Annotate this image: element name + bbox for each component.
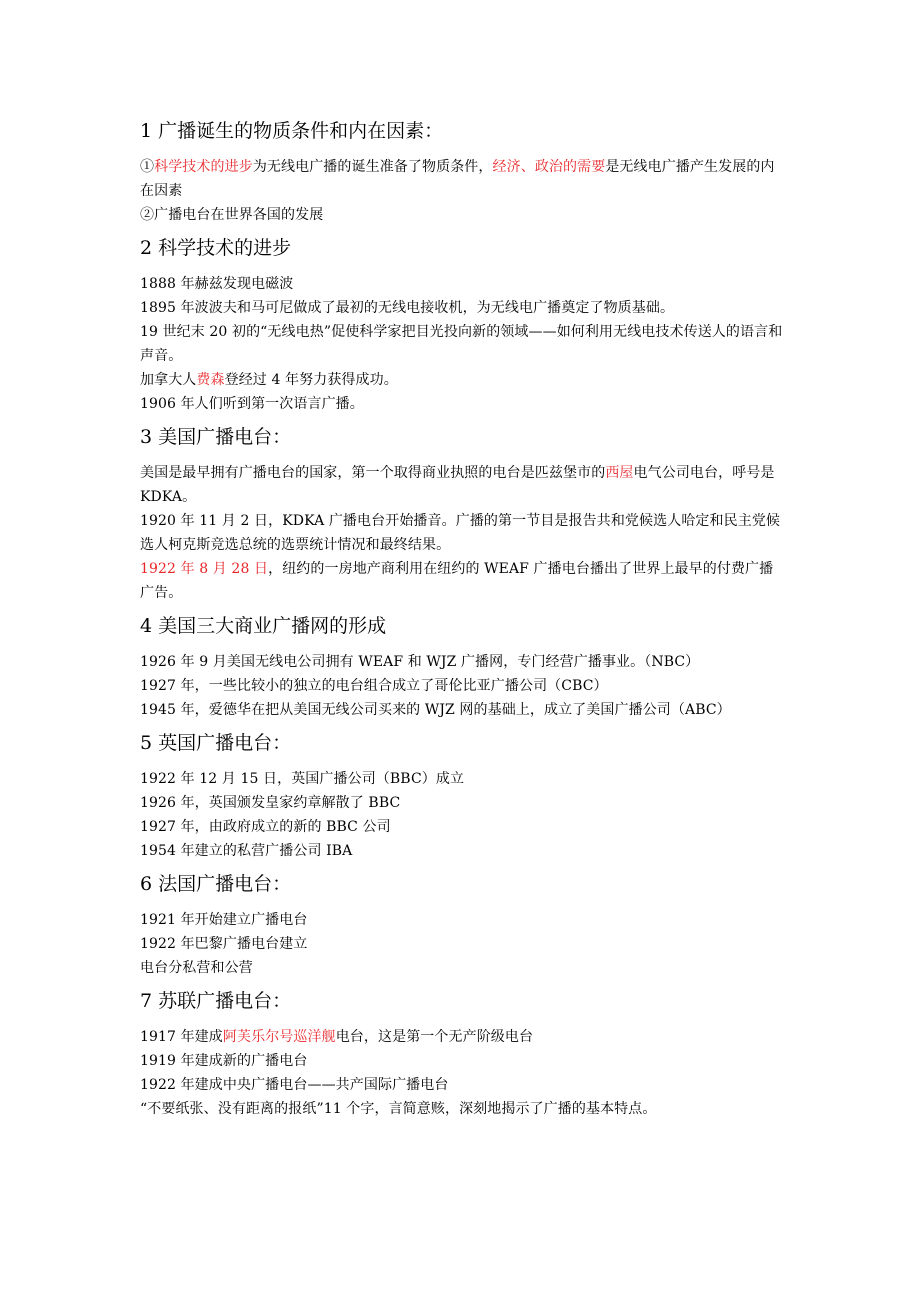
text-run: ① — [140, 159, 155, 175]
text-run: 1906 年人们听到第一次语言广播。 — [140, 396, 364, 412]
highlighted-text: 经济、政治的需要 — [492, 159, 606, 175]
section-heading: 3 美国广播电台： — [140, 426, 292, 448]
text-run: 1917 年建成 — [140, 1029, 223, 1045]
section-6 — [140, 871, 785, 980]
paragraph — [140, 815, 785, 839]
paragraph — [140, 650, 785, 674]
text-run: 是无线电广播产生发展的内在因素 — [140, 159, 775, 199]
text-run: 1927 年，由政府成立的新的 BBC 公司 — [140, 819, 391, 835]
paragraph — [140, 908, 785, 932]
paragraph — [140, 296, 785, 320]
highlighted-text: 科学技术的进步 — [154, 159, 253, 175]
section-heading: 5 英国广播电台： — [140, 732, 292, 754]
paragraph — [140, 557, 785, 605]
document-page — [140, 118, 785, 1121]
text-run: 1927 年，一些比较小的独立的电台组合成立了哥伦比亚广播公司（CBC） — [140, 678, 608, 694]
paragraph — [140, 461, 785, 509]
paragraph — [140, 767, 785, 791]
highlighted-text: 阿芙乐尔号巡洋舰 — [222, 1029, 336, 1045]
paragraph — [140, 203, 785, 227]
section-heading: 7 苏联广播电台： — [140, 990, 292, 1012]
text-run: 电气公司电台，呼号是 KDKA。 — [140, 465, 775, 505]
text-run: 1922 年 12 月 15 日，英国广播公司（BBC）成立 — [140, 771, 465, 787]
text-run: 1921 年开始建立广播电台 — [140, 912, 308, 928]
paragraph — [140, 698, 785, 722]
text-run: 1945 年，爱德华在把从美国无线公司买来的 WJZ 网的基础上，成立了美国广播公司（ABC） — [140, 702, 731, 718]
paragraph — [140, 791, 785, 815]
text-run: 1926 年 9 月美国无线电公司拥有 WEAF 和 WJZ 广播网，专门经营广播事业。（NBC） — [140, 654, 700, 670]
text-run: 电台分私营和公营 — [140, 960, 253, 976]
text-run: 为无线电广播的诞生准备了物质条件， — [252, 159, 493, 175]
paragraph — [140, 155, 785, 203]
highlighted-text: 1922 年 8 月 28 日 — [140, 561, 269, 577]
paragraph — [140, 674, 785, 698]
section-heading: 6 法国广播电台： — [140, 873, 292, 895]
section-heading: 2 科学技术的进步 — [140, 237, 292, 259]
section-3 — [140, 424, 785, 605]
paragraph — [140, 1097, 785, 1121]
paragraph — [140, 839, 785, 863]
text-run: “不要纸张、没有距离的报纸”11 个字，言简意赅，深刻地揭示了广播的基本特点。 — [140, 1101, 657, 1117]
section-1 — [140, 118, 785, 227]
text-run: 1954 年建立的私营广播公司 IBA — [140, 843, 353, 859]
text-run: 1922 年巴黎广播电台建立 — [140, 936, 308, 952]
paragraph — [140, 1025, 785, 1049]
text-run: 加拿大人 — [140, 372, 197, 388]
text-run: 1920 年 11 月 2 日，KDKA 广播电台开始播音。广播的第一节目是报告共和党候选人哈定和民主党候选人柯克斯竞选总统的选票统计情况和最终结果。 — [140, 513, 781, 553]
section-7 — [140, 988, 785, 1121]
paragraph — [140, 509, 785, 557]
paragraph — [140, 956, 785, 980]
paragraph — [140, 392, 785, 416]
paragraph — [140, 320, 785, 368]
section-5 — [140, 730, 785, 863]
text-run: 1926 年，英国颁发皇家约章解散了 BBC — [140, 795, 401, 811]
paragraph — [140, 1049, 785, 1073]
highlighted-text: 费森 — [196, 372, 225, 388]
paragraph — [140, 368, 785, 392]
text-run: 1895 年波波夫和马可尼做成了最初的无线电接收机，为无线电广播奠定了物质基础。 — [140, 300, 675, 316]
section-heading: 4 美国三大商业广播网的形成 — [140, 615, 387, 637]
text-run: 19 世纪末 20 初的“无线电热”促使科学家把目光投向新的领域——如何利用无线电技术传送人的语言和声音。 — [140, 324, 783, 364]
section-heading: 1 广播诞生的物质条件和内在因素： — [140, 120, 444, 142]
highlighted-text: 西屋 — [605, 465, 634, 481]
text-run: 1888 年赫兹发现电磁波 — [140, 276, 294, 292]
section-2 — [140, 235, 785, 416]
text-run: ，纽约的一房地产商利用在纽约的 WEAF 广播电台播出了世界上最早的付费广播广告。 — [140, 561, 774, 601]
text-run: 1919 年建成新的广播电台 — [140, 1053, 308, 1069]
section-4 — [140, 613, 785, 722]
text-run: 美国是最早拥有广播电台的国家，第一个取得商业执照的电台是匹兹堡市的 — [140, 465, 606, 481]
paragraph — [140, 932, 785, 956]
text-run: 电台，这是第一个无产阶级电台 — [335, 1029, 534, 1045]
paragraph — [140, 1073, 785, 1097]
text-run: ②广播电台在世界各国的发展 — [140, 207, 324, 223]
text-run: 1922 年建成中央广播电台——共产国际广播电台 — [140, 1077, 449, 1093]
paragraph — [140, 272, 785, 296]
text-run: 登经过 4 年努力获得成功。 — [224, 372, 398, 388]
